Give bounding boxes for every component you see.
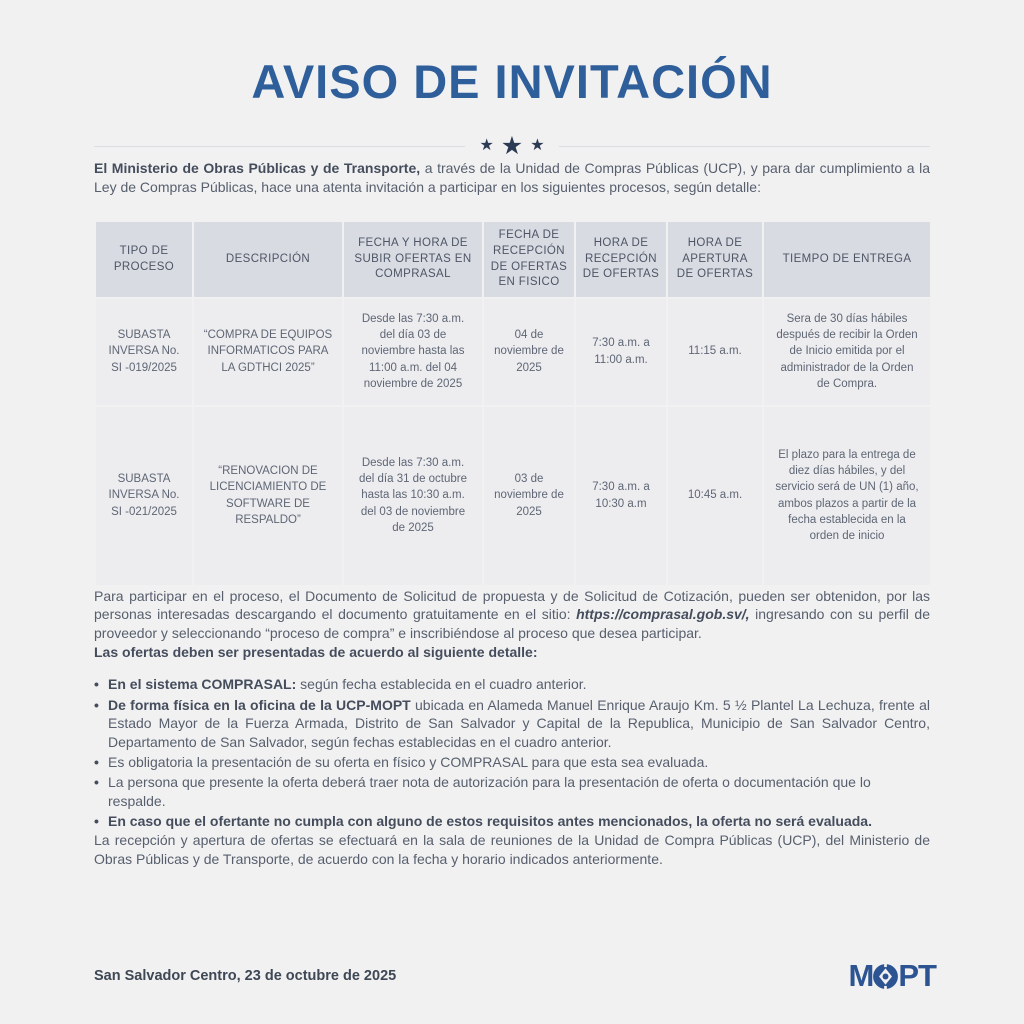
bullet-dot: •: [94, 813, 99, 830]
participation-paragraph: [94, 587, 930, 644]
text-segment: Es obligatoria la presentación de su oferta en físico y COMPRASAL para que esta sea evaluada.: [108, 753, 709, 770]
bullet-dot: •: [94, 774, 99, 791]
table-row: [96, 407, 930, 585]
closing-paragraph: La recepción y apertura de ofertas se efectuará en la sala de reuniones de la Unidad de Compra Públicas (UCP), del Ministerio de Obras Públicas y de Transporte, de acuerdo con la fecha y horario indicados anteriormente.: [94, 831, 930, 867]
page-title: AVISO DE INVITACIÓN: [251, 55, 773, 108]
bullet-dot: •: [94, 753, 99, 770]
text-segment: según fecha establecida en el cuadro anterior.: [300, 676, 587, 693]
divider-line: [94, 146, 465, 147]
star-icon: ★: [479, 137, 494, 155]
bullet-text: [108, 696, 930, 751]
table-cell: “RENOVACION DE LICENCIAMIENTO DE SOFTWARE DE RESPALDO”: [194, 407, 342, 585]
bullet-item: [94, 812, 930, 830]
footer-date: San Salvador Centro, 23 de octubre de 2025: [94, 968, 397, 984]
bullet-item: [94, 773, 930, 810]
table-cell: 7:30 a.m. a 10:30 a.m: [576, 407, 666, 585]
table-cell: “COMPRA DE EQUIPOS INFORMATICOS PARA LA GDTHCI 2025”: [194, 299, 342, 405]
table-cell: 10:45 a.m.: [668, 407, 762, 585]
bullet-dot: •: [94, 696, 99, 713]
header-cell: DESCRIPCIÓN: [194, 222, 342, 296]
bullet-text: [108, 675, 930, 693]
text-segment: a través de la Unidad de Compras Públicas (UCP), y para dar cumplimiento a la Ley de Compras Públicas, hace una atenta invitación a participar en los siguientes procesos, según detalle:: [94, 159, 930, 195]
text-segment: Para participar en el proceso, el Documento de Solicitud de propuesta y de Solicitud de Cotización, pueden ser obtenidon, por las personas interesadas descargando el documento gratuitamente en el sitio:: [94, 587, 930, 623]
text-segment: De forma física en la oficina de la UCP-MOPT: [108, 696, 416, 713]
text-segment: ubicada en Alameda Manuel Enrique Araujo Km. 5 ½ Plantel La Lechuza, frente al Estado Mayor de la Fuerza Armada, Distrito de San Salvador y Capital de la Republica, Municipio de San Salvador Centro, Departamento de San Salvador, según fechas establecidas en el cuadro anterior.: [108, 696, 930, 750]
table-cell: Desde las 7:30 a.m. del día 03 de noviembre hasta las 11:00 a.m. del 04 noviembre de 2025: [344, 299, 482, 405]
table-cell: Sera de 30 días hábiles después de recibir la Orden de Inicio emitida por el administrador de la Orden de Compra.: [764, 299, 930, 405]
header-cell: HORA DE APERTURA DE OFERTAS: [668, 222, 762, 296]
text-segment: El Ministerio de Obras Públicas y de Transporte,: [94, 159, 425, 176]
table-cell: Desde las 7:30 a.m. del día 31 de octubre hasta las 10:30 a.m. del 03 de noviembre de 2025: [344, 407, 482, 585]
mopt-logo: [849, 958, 936, 994]
bullet-item: [94, 696, 930, 751]
mopt-logo-o-icon: [872, 963, 899, 990]
logo-letter-m: M: [848, 958, 874, 993]
text-segment: ingresando con su perfil de proveedor y seleccionando “proceso de compra” e inscribiéndose al proceso que desea participar.: [94, 606, 930, 642]
header-cell: TIPO DE PROCESO: [96, 222, 192, 296]
header-cell: TIEMPO DE ENTREGA: [764, 222, 930, 296]
table-body: [96, 299, 930, 585]
divider-line: [559, 146, 930, 147]
process-table: [94, 220, 932, 586]
bullet-item: [94, 753, 930, 771]
table-row: [96, 299, 930, 405]
text-segment: En caso que el ofertante no cumpla con alguno de estos requisitos antes mencionados, la oferta no será evaluada.: [108, 813, 872, 830]
bullet-item: [94, 675, 930, 693]
header-cell: FECHA DE RECEPCIÓN DE OFERTAS EN FISICO: [484, 222, 574, 296]
stars-group: [479, 131, 545, 160]
table-cell: SUBASTA INVERSA No. SI -019/2025: [96, 299, 192, 405]
logo-letters-pt: PT: [898, 958, 936, 993]
star-icon: ★: [500, 131, 524, 160]
table-cell: 7:30 a.m. a 11:00 a.m.: [576, 299, 666, 405]
bullet-text: [108, 753, 930, 771]
bullet-dot: •: [94, 676, 99, 693]
offers-heading: Las ofertas deben ser presentadas de acuerdo al siguiente detalle:: [94, 644, 538, 661]
bullet-list: [94, 675, 930, 831]
table-header-row: [96, 222, 930, 296]
table-cell: 03 de noviembre de 2025: [484, 407, 574, 585]
intro-paragraph: [94, 159, 930, 197]
table-cell: El plazo para la entrega de diez días hábiles, y del servicio será de UN (1) año, ambos plazos a partir de la fecha establecida en la orden de inicio: [764, 407, 930, 585]
header-cell: HORA DE RECEPCIÓN DE OFERTAS: [576, 222, 666, 296]
text-segment: En el sistema COMPRASAL:: [108, 676, 301, 693]
bullet-text: [108, 773, 930, 810]
footer: [94, 958, 936, 994]
table-cell: SUBASTA INVERSA No. SI -021/2025: [96, 407, 192, 585]
text-segment: La persona que presente la oferta deberá traer nota de autorización para la presentación de oferta o documentación que lo respalde.: [108, 774, 871, 809]
star-divider: [94, 131, 930, 160]
table-cell: 04 de noviembre de 2025: [484, 299, 574, 405]
table-cell: 11:15 a.m.: [668, 299, 762, 405]
header-cell: FECHA Y HORA DE SUBIR OFERTAS EN COMPRASAL: [344, 222, 482, 296]
star-icon: ★: [530, 137, 545, 155]
comprasal-url[interactable]: https://comprasal.gob.sv/,: [576, 606, 750, 623]
bullet-text: [108, 812, 930, 830]
